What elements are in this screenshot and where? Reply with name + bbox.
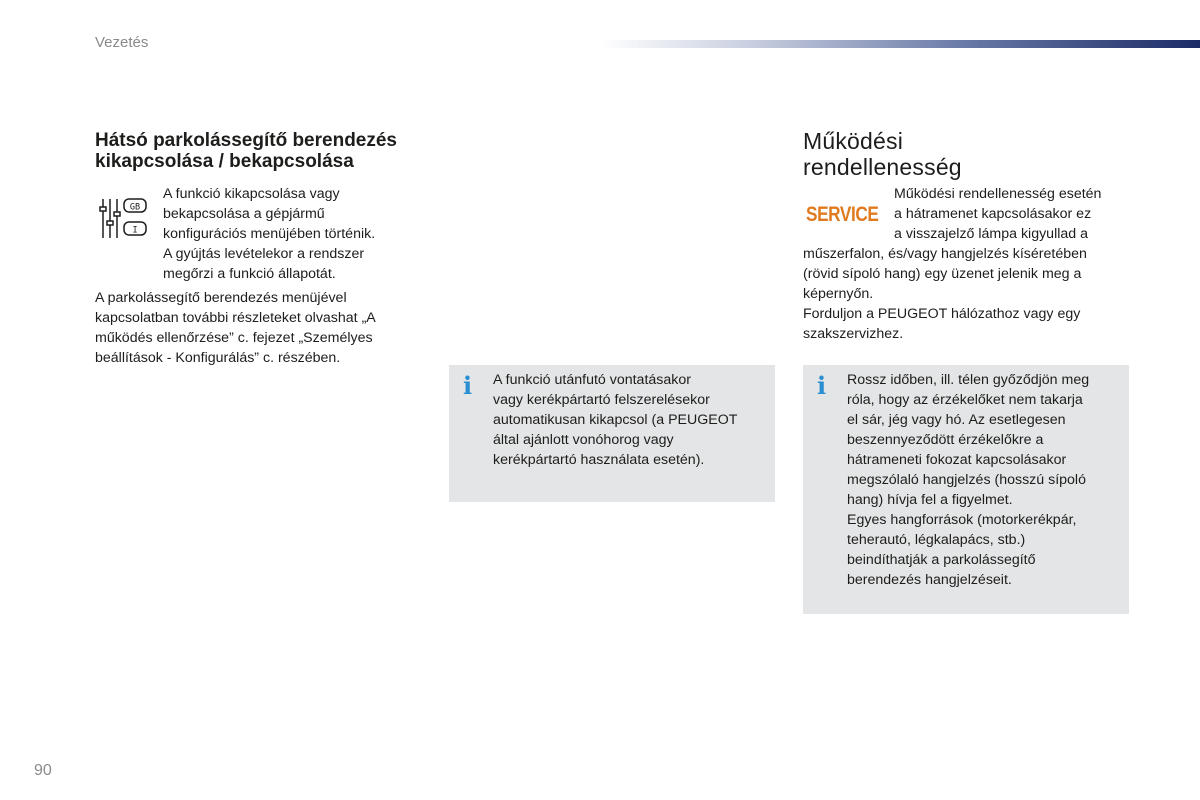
section-title: Vezetés <box>95 34 149 51</box>
malfunction-text: műszerfalon, és/vagy hangjelzés kíséretében (rövid sípoló hang) egy üzenet jelenik meg a képernyőn. Forduljon a PEUGEOT hálózathoz vagy egy szakszervizhez. <box>803 246 1087 342</box>
page-number: 90 <box>34 762 52 779</box>
heading-parking-aid-toggle: Hátsó parkolássegítő berendezés kikapcsolása / bekapcsolása <box>95 130 397 172</box>
info-text-sensors: Rossz időben, ill. télen győződjön meg róla, hogy az érzékelőket nem takarja el sár, jég vagy hó. Az esetlegesen beszennyeződött érzékelőkre a hátrameneti fokozat kapcsolásakor megszólaló hangjelzés (hosszú sípoló hang) hívja fel a figyelmet. Egyes hangforrások (motorkerékpár, teherautó, légkalapács, stb.) beindíthatják a parkolássegítő berendezés hangjelzéseit. <box>847 372 1090 588</box>
info-text-towing: A funkció utánfutó vontatásakor vagy kerékpártartó felszerelésekor automatikusan kikapcsol (a PEUGEOT által ajánlott vonóhorog vagy kerékpártartó használata esetén). <box>493 372 738 468</box>
gb-label: GB <box>129 202 141 213</box>
service-warning-icon: SERVICE <box>806 203 879 226</box>
menu-reference-paragraph: A parkolássegítő berendezés menüjével kapcsolatban további részleteket olvashat „A működés ellenőrzése” c. fejezet „Személyes beállítások - Konfigurálás” c. részében. <box>95 290 376 366</box>
info-box-sensors <box>803 365 1129 614</box>
info-icon: i <box>463 371 473 400</box>
heading-malfunction: Működési rendellenesség <box>803 128 962 180</box>
i-label: I <box>132 225 138 236</box>
header-gradient-bar <box>600 40 1200 48</box>
malfunction-text-intro: Működési rendellenesség esetén a hátramenet kapcsolásakor ez a visszajelző lámpa kigyullad a <box>894 186 1102 242</box>
toggle-description: A funkció kikapcsolása vagy bekapcsolása a gépjármű konfigurációs menüjében történik. A gyújtás levételekor a rendszer megőrzi a funkció állapotát. <box>163 186 376 282</box>
info-box-towing <box>449 365 775 502</box>
settings-menu-icon <box>98 196 150 242</box>
info-icon: i <box>817 371 827 400</box>
